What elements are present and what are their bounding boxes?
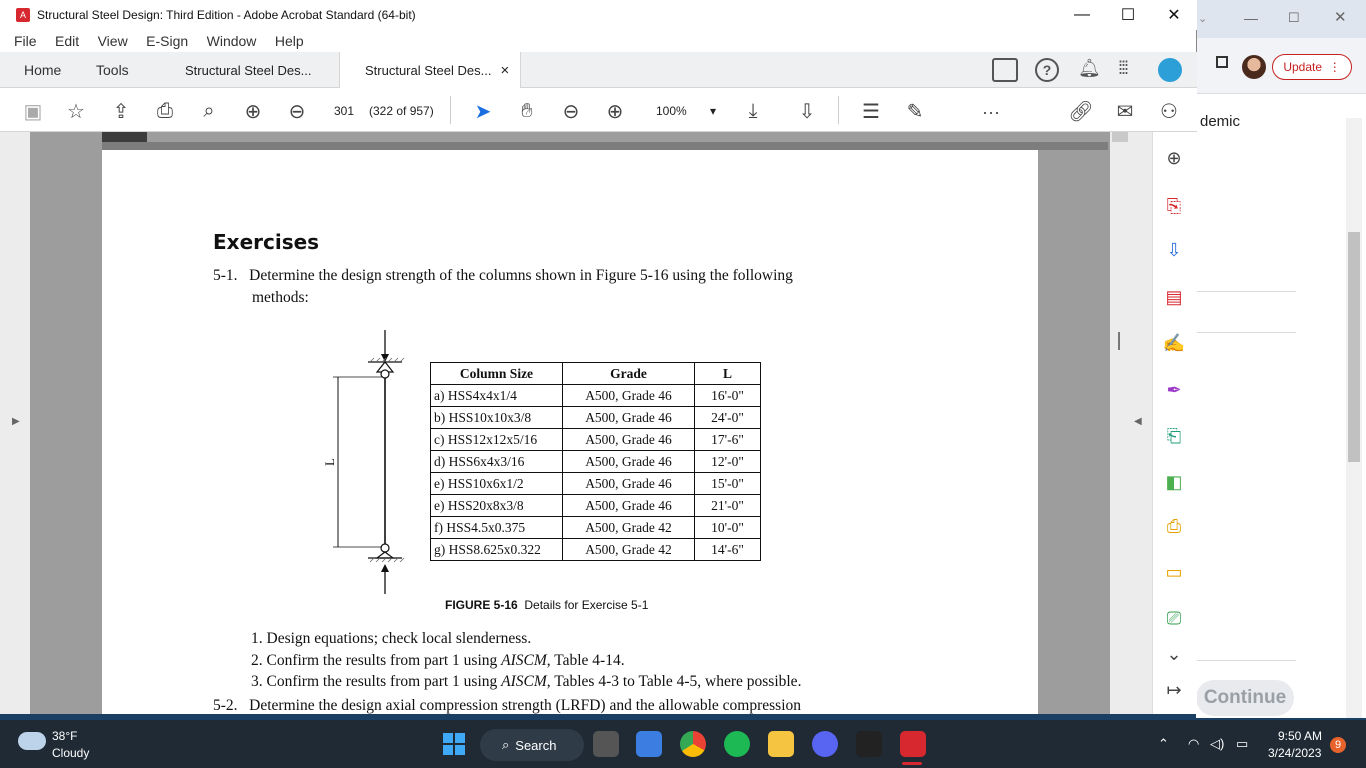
table-cell: A500, Grade 46 <box>563 495 695 517</box>
clock-time[interactable]: 9:50 AM <box>1278 729 1323 743</box>
tab-bar <box>0 52 1197 88</box>
weather-condition: Cloudy <box>52 746 90 760</box>
length-label: L <box>321 458 337 466</box>
exercise-line-1: Determine the design axial compression strength (LRFD) and the allowable compression <box>249 697 802 714</box>
toolbar-divider <box>838 96 839 124</box>
table-cell: A500, Grade 46 <box>563 407 695 429</box>
figure-caption-text: Details for Exercise 5-1 <box>524 598 649 612</box>
organize-pages-icon[interactable]: ▤ <box>1165 286 1183 307</box>
print-production-icon[interactable]: ⎚ <box>1166 607 1182 628</box>
table-cell: 14'-6" <box>695 539 761 561</box>
zoom-out-icon[interactable]: ⊖ <box>562 100 580 123</box>
collapse-right-panel-icon[interactable]: ◀ <box>1134 416 1142 427</box>
upload-cloud-icon[interactable]: ⇪ <box>112 100 130 123</box>
exercise-line-1: Determine the design strength of the columns shown in Figure 5-16 using the following <box>249 267 793 284</box>
menu-view[interactable]: View <box>97 33 128 49</box>
toolbar-divider <box>450 96 451 124</box>
menu-esign[interactable]: E-Sign <box>146 33 189 49</box>
table-cell: A500, Grade 42 <box>563 539 695 561</box>
exercise-5-1-text <box>213 265 913 309</box>
add-user-icon[interactable]: ⚇ <box>1160 100 1178 123</box>
page-count: (322 of 957) <box>369 104 434 118</box>
section-heading: Exercises <box>213 230 320 254</box>
list-item-text: Confirm the results from part 1 using <box>266 673 502 690</box>
table-row <box>431 539 761 561</box>
table-cell: e) HSS20x8x3/8 <box>431 495 563 517</box>
zoom-tool-icon[interactable]: ⊕ <box>1166 147 1182 168</box>
comment-tool-icon[interactable]: ▭ <box>1165 561 1183 582</box>
list-item-text: , Tables 4-3 to Table 4-5, where possible. <box>546 673 802 690</box>
top-hatching <box>370 358 404 362</box>
table-row <box>431 473 761 495</box>
store-icon[interactable] <box>636 731 662 757</box>
comment-icon[interactable]: ☰ <box>862 100 880 123</box>
method-list <box>251 628 801 693</box>
create-pdf-icon[interactable]: ⎘ <box>1166 195 1182 216</box>
zoom-in-icon[interactable]: ⊕ <box>606 100 624 123</box>
clock-date[interactable]: 3/24/2023 <box>1268 746 1322 760</box>
list-item-number: 2. <box>251 651 263 669</box>
search-icon: ⌕ <box>502 737 510 752</box>
column-header: Column Size <box>431 363 563 385</box>
menu-file[interactable]: File <box>14 33 37 49</box>
table-row <box>431 385 761 407</box>
bookmark-star-icon[interactable]: ☆ <box>67 100 85 123</box>
table-cell: A500, Grade 46 <box>563 385 695 407</box>
battery-icon[interactable]: ▭ <box>1236 736 1249 751</box>
search-zoom-icon[interactable]: ⌕ <box>203 99 215 122</box>
table-row <box>431 429 761 451</box>
list-item-number: 1. <box>251 630 263 647</box>
table-cell: d) HSS6x4x3/16 <box>431 451 563 473</box>
page-gap <box>102 142 1108 150</box>
table-cell: 24'-0" <box>695 407 761 429</box>
list-item-text: Confirm the results from part 1 using <box>266 651 502 669</box>
continue-button[interactable]: Continue <box>1196 680 1294 716</box>
compare-files-icon[interactable]: ◧ <box>1165 471 1183 492</box>
weather-temperature: 38°F <box>52 729 78 743</box>
table-header-row <box>431 363 761 385</box>
table-cell: 12'-0" <box>695 451 761 473</box>
search-label: Search <box>515 737 557 753</box>
divider <box>1196 332 1296 333</box>
column-header: L <box>695 363 761 385</box>
previous-page-icon[interactable]: ⊕ <box>244 100 262 123</box>
tab-document-2[interactable] <box>339 52 521 88</box>
scroll-mode-icon[interactable]: ⇩ <box>798 100 816 123</box>
select-cursor-icon[interactable]: ➤ <box>474 100 492 123</box>
collapse-sidebar-icon[interactable]: ↦ <box>1166 679 1182 700</box>
close-button[interactable]: ✕ <box>1167 7 1181 24</box>
fill-sign-icon[interactable]: ✒ <box>1166 379 1182 400</box>
file-explorer-icon[interactable] <box>768 731 794 757</box>
list-item-text: , Table 4-14. <box>546 651 625 669</box>
window-title: Structural Steel Design: Third Edition - Adobe Acrobat Standard (64-bit) <box>37 8 416 22</box>
table-row <box>431 517 761 539</box>
column-diagram <box>326 326 416 598</box>
fit-page-icon[interactable]: ⤓ <box>748 99 758 122</box>
tab-document-1[interactable] <box>165 52 339 88</box>
list-item-number: 3. <box>251 673 263 690</box>
list-item <box>251 628 801 650</box>
table-row <box>431 407 761 429</box>
bottom-arrow-head <box>381 564 389 572</box>
table-cell: e) HSS10x6x1/2 <box>431 473 563 495</box>
browser-close-icon[interactable]: ✕ <box>1334 9 1347 26</box>
update-label: Update <box>1283 60 1323 74</box>
table-cell: a) HSS4x4x1/4 <box>431 385 563 407</box>
exercise-line-2: methods: <box>252 289 309 306</box>
column-table <box>430 362 761 561</box>
table-body <box>431 385 761 561</box>
list-item-text: Design equations; check local slenderness. <box>266 630 532 647</box>
menu-help[interactable]: Help <box>274 33 304 49</box>
browser-scrollbar-thumb[interactable] <box>1348 232 1360 462</box>
expand-left-panel-icon[interactable]: ▶ <box>12 416 20 427</box>
table-row <box>431 451 761 473</box>
bottom-pin <box>377 552 393 558</box>
document-scroll-area <box>1110 132 1152 714</box>
avatar[interactable] <box>1242 55 1266 79</box>
left-panel-collapsed <box>0 132 30 714</box>
chrome-icon[interactable] <box>680 731 706 757</box>
scrollbar-thumb[interactable] <box>1118 332 1120 350</box>
minimize-button[interactable]: — <box>1074 6 1090 23</box>
active-app-indicator <box>902 762 922 765</box>
figure-label: FIGURE 5-16 <box>445 598 518 612</box>
top-pin-joint <box>381 370 389 378</box>
spotify-icon[interactable] <box>724 731 750 757</box>
save-icon[interactable]: ▣ <box>23 100 43 123</box>
tab-document-1-label: Structural Steel Des... <box>185 62 312 78</box>
tab-document-2-label: Structural Steel Des... <box>365 62 492 78</box>
zoom-select[interactable] <box>648 100 716 122</box>
hand-tool-icon[interactable]: ✋︎ <box>521 99 533 122</box>
menu-bar <box>0 30 1197 52</box>
table-cell: 15'-0" <box>695 473 761 495</box>
arc-app-icon[interactable] <box>856 731 882 757</box>
discord-icon[interactable] <box>812 731 838 757</box>
apps-grid-icon[interactable]: ⁞⁞⁞ <box>1118 58 1128 78</box>
menu-window[interactable]: Window <box>206 33 257 49</box>
exercise-number: 5-1. <box>213 267 238 284</box>
tab-tools[interactable]: Tools <box>96 62 129 78</box>
maximize-button[interactable]: ☐ <box>1120 7 1136 24</box>
page-number-input[interactable]: 301 <box>333 104 355 118</box>
table-cell: A500, Grade 46 <box>563 429 695 451</box>
toolbar <box>0 88 1197 132</box>
menu-edit[interactable]: Edit <box>55 33 80 49</box>
table-cell: A500, Grade 46 <box>563 451 695 473</box>
more-vertical-icon: ⋮ <box>1328 60 1341 74</box>
chevron-down-icon[interactable]: ⌄ <box>1198 13 1208 25</box>
more-tools-icon[interactable]: ··· <box>982 102 1000 122</box>
table-cell: 10'-0" <box>695 517 761 539</box>
export-pdf-icon[interactable]: ⇩ <box>1166 239 1182 260</box>
request-signature-icon[interactable]: ✍ <box>1162 332 1186 353</box>
chevron-down-icon[interactable]: ⌄ <box>1166 643 1182 664</box>
table-cell: c) HSS12x12x5/16 <box>431 429 563 451</box>
acrobat-taskbar-icon[interactable] <box>900 731 926 757</box>
list-item <box>251 650 801 672</box>
tab-close-icon[interactable]: × <box>500 61 510 79</box>
task-view-icon[interactable] <box>593 731 619 757</box>
protect-icon[interactable]: ⎙ <box>1166 515 1182 536</box>
acrobat-logo-icon: A <box>16 8 30 22</box>
table-row <box>431 495 761 517</box>
table-cell: 17'-6" <box>695 429 761 451</box>
table-cell: b) HSS10x10x3/8 <box>431 407 563 429</box>
sidebar-toggle-icon[interactable] <box>1216 56 1228 68</box>
next-page-icon[interactable]: ⊖ <box>288 100 306 123</box>
notification-bell-icon[interactable]: 🔔︎ <box>1078 58 1101 78</box>
zoom-value: 100% <box>656 104 687 118</box>
title-bar <box>0 0 1197 30</box>
email-icon[interactable]: ✉ <box>1116 100 1134 123</box>
table-cell: A500, Grade 42 <box>563 517 695 539</box>
update-button[interactable] <box>1272 54 1352 80</box>
exercise-number: 5-2. <box>213 697 238 714</box>
exercise-5-2-text <box>213 697 801 715</box>
browser-maximize-icon[interactable]: ☐ <box>1288 10 1300 25</box>
table-cell: A500, Grade 46 <box>563 473 695 495</box>
send-review-icon[interactable]: ⎗ <box>1166 425 1182 446</box>
notification-badge[interactable]: 9 <box>1330 737 1346 753</box>
chevron-up-icon[interactable]: ⌃ <box>1158 736 1169 751</box>
tab-home[interactable]: Home <box>24 62 62 78</box>
highlight-pen-icon[interactable]: ✎ <box>906 100 924 123</box>
taskbar-search[interactable] <box>480 729 584 761</box>
weather-icon <box>18 732 46 750</box>
volume-icon[interactable]: ◁) <box>1210 736 1225 751</box>
list-item <box>251 671 801 693</box>
column-header: Grade <box>563 363 695 385</box>
help-icon[interactable]: ? <box>1035 58 1059 82</box>
table-cell: g) HSS8.625x0.322 <box>431 539 563 561</box>
print-icon[interactable]: ⎙ <box>157 99 173 122</box>
bottom-pin-joint <box>381 544 389 552</box>
list-item-text: AISCM <box>501 651 547 669</box>
wifi-icon[interactable]: ◠ <box>1188 736 1200 751</box>
account-avatar[interactable] <box>1158 58 1182 82</box>
table-cell: f) HSS4.5x0.375 <box>431 517 563 539</box>
table-cell: 21'-0" <box>695 495 761 517</box>
page-text-fragment: demic <box>1200 113 1241 130</box>
chevron-down-icon: ▾ <box>709 104 716 118</box>
previous-page-edge <box>102 132 147 142</box>
browser-minimize-icon[interactable]: — <box>1244 10 1258 26</box>
table-cell: 16'-0" <box>695 385 761 407</box>
background-browser-window <box>1196 0 1366 718</box>
list-item-text: AISCM <box>501 673 547 690</box>
figure-caption <box>445 598 648 612</box>
link-icon[interactable]: 🔗︎ <box>1068 100 1094 123</box>
scrollbar-top[interactable] <box>1112 132 1128 142</box>
top-arrow-head <box>381 354 389 362</box>
windows-start-icon[interactable] <box>443 733 465 755</box>
browser-titlebar <box>1196 0 1366 38</box>
share-screen-icon[interactable] <box>992 58 1018 82</box>
content-panel <box>1196 291 1296 661</box>
